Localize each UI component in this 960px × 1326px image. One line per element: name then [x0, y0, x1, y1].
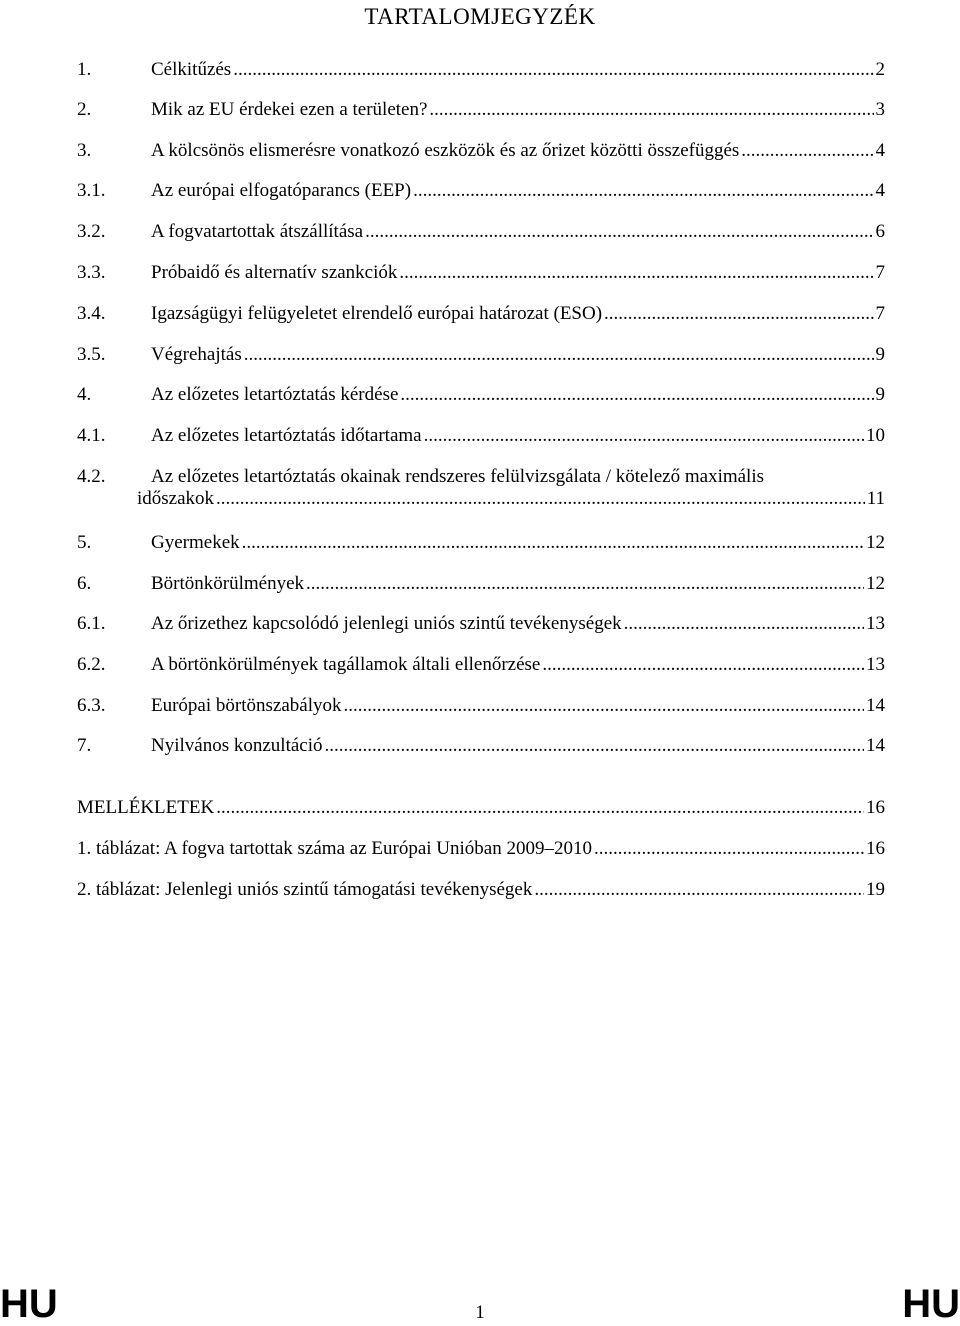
toc-entry[interactable]: [77, 262, 885, 284]
toc-entry-number: 1.: [77, 59, 92, 80]
annex-entry-page: 16: [866, 797, 885, 818]
annex-entry-title: MELLÉKLETEK: [77, 797, 215, 818]
toc-entry-number: 5.: [77, 532, 92, 553]
toc-entry-page: 14: [866, 735, 885, 756]
toc-entry-page: 13: [866, 613, 885, 634]
dot-leader: [233, 59, 873, 81]
dot-leader: [343, 695, 864, 717]
toc-entry-page: 12: [866, 573, 885, 594]
toc-entry-title: Próbaidő és alternatív szankciók: [151, 262, 398, 283]
dot-leader: [624, 613, 864, 635]
toc-entry[interactable]: [77, 466, 885, 510]
dot-leader: [429, 99, 873, 121]
annex-entry-title: 1. táblázat: A fogva tartottak száma az Európai Unióban 2009–2010: [77, 838, 592, 859]
toc-entry-title: Az őrizethez kapcsolódó jelenlegi uniós szintű tevékenységek: [151, 613, 622, 634]
toc-entry-number: 3.5.: [77, 344, 106, 365]
toc-entry-number: 7.: [77, 735, 92, 756]
toc-entry-title: Az európai elfogatóparancs (EEP): [151, 180, 412, 201]
toc-entry[interactable]: [77, 613, 885, 635]
toc-entry-number: 6.2.: [77, 654, 106, 675]
dot-leader: [216, 797, 864, 819]
toc-entry-page: 9: [875, 384, 885, 405]
footer-language-code-right: HU: [902, 1282, 960, 1326]
dot-leader: [413, 180, 873, 202]
toc-entry-page: 13: [866, 654, 885, 675]
dot-leader: [424, 425, 864, 447]
dot-leader: [741, 140, 873, 162]
dot-leader: [244, 344, 874, 366]
toc-entry-number: 4.2.: [77, 466, 106, 487]
toc-entry-page: 9: [875, 344, 885, 365]
toc-entry-number: 6.1.: [77, 613, 106, 634]
toc-entry-title: Nyilvános konzultáció: [151, 735, 323, 756]
toc-entry-page: 2: [875, 59, 885, 80]
toc-entry[interactable]: [77, 303, 885, 325]
toc-entry-number: 3.4.: [77, 303, 106, 324]
toc-entry-page: 7: [875, 262, 885, 283]
page-number: 1: [475, 1302, 485, 1323]
toc-entry-page: 6: [875, 221, 885, 242]
toc-entry[interactable]: [77, 140, 885, 162]
dot-leader: [604, 303, 873, 325]
annex-entry-title: 2. táblázat: Jelenlegi uniós szintű támogatási tevékenységek: [77, 879, 533, 900]
dot-leader: [216, 488, 865, 510]
toc-entry-title: A börtönkörülmények tagállamok általi ellenőrzése: [151, 654, 541, 675]
toc-entry-number: 3.1.: [77, 180, 106, 201]
toc-entry-number: 4.: [77, 384, 92, 405]
toc-entry[interactable]: [77, 221, 885, 243]
toc-entry-page: 10: [866, 425, 885, 446]
toc-entry[interactable]: [77, 425, 885, 447]
toc-entry-title: Végrehajtás: [151, 344, 242, 365]
toc-entry-title: A kölcsönös elismerésre vonatkozó eszközök és az őrizet közötti összefüggés: [151, 140, 740, 161]
toc-entry[interactable]: [77, 695, 885, 717]
toc-entry-number: 4.1.: [77, 425, 106, 446]
annex-entry[interactable]: [77, 797, 885, 819]
toc-entry-title: Az előzetes letartóztatás kérdése: [151, 384, 399, 405]
toc-entry[interactable]: [77, 532, 885, 554]
toc-entry-number: 6.: [77, 573, 92, 594]
toc-entry-page: 14: [866, 695, 885, 716]
footer-language-code-left: HU: [0, 1282, 58, 1326]
toc-entry-title: Börtönkörülmények: [151, 573, 305, 594]
page-title: TARTALOMJEGYZÉK: [364, 4, 596, 29]
toc-entry[interactable]: [77, 180, 885, 202]
toc-entry-title: Az előzetes letartóztatás okainak rendszeres felülvizsgálata / kötelező maximális: [151, 466, 765, 487]
toc-entry[interactable]: [77, 573, 885, 595]
toc-entry-page: 4: [875, 180, 885, 201]
toc-entry-title: Mik az EU érdekei ezen a területen?: [151, 99, 428, 120]
dot-leader: [325, 735, 865, 757]
dot-leader: [242, 532, 864, 554]
toc-entry[interactable]: [77, 344, 885, 366]
toc-entry-page: 7: [875, 303, 885, 324]
toc-entry-page: 3: [875, 99, 885, 120]
toc-entry-title-continuation: időszakok: [137, 488, 215, 509]
toc-entry-number: 3.2.: [77, 221, 106, 242]
annex-entry-page: 19: [866, 879, 885, 900]
toc-entry[interactable]: [77, 735, 885, 757]
toc-entry[interactable]: [77, 99, 885, 121]
dot-leader: [400, 384, 873, 406]
dot-leader: [534, 879, 864, 901]
toc-entry-title: Gyermekek: [151, 532, 240, 553]
toc-entry[interactable]: [77, 654, 885, 676]
toc-entry-title: Igazságügyi felügyeletet elrendelő európai határozat (ESO): [151, 303, 603, 324]
toc-entry-page: 11: [866, 488, 885, 509]
toc-entry-number: 2.: [77, 99, 92, 120]
annex-entry-page: 16: [866, 838, 885, 859]
toc-entry[interactable]: [77, 384, 885, 406]
dot-leader: [594, 838, 864, 860]
dot-leader: [399, 262, 873, 284]
annex-entry[interactable]: [77, 879, 885, 901]
annex-entry[interactable]: [77, 838, 885, 860]
toc-entry-number: 3.: [77, 140, 92, 161]
toc-entry-page: 12: [866, 532, 885, 553]
toc-entry-title: Az előzetes letartóztatás időtartama: [151, 425, 422, 446]
toc-entry-title: A fogvatartottak átszállítása: [151, 221, 364, 242]
toc-entry-page: 4: [875, 140, 885, 161]
dot-leader: [306, 573, 864, 595]
toc-entry-number: 3.3.: [77, 262, 106, 283]
toc-entry-title: Európai börtönszabályok: [151, 695, 342, 716]
dot-leader: [542, 654, 864, 676]
toc-entry[interactable]: [77, 59, 885, 81]
toc-entry-number: 6.3.: [77, 695, 106, 716]
toc-entry-title: Célkitűzés: [151, 59, 232, 80]
dot-leader: [365, 221, 873, 243]
